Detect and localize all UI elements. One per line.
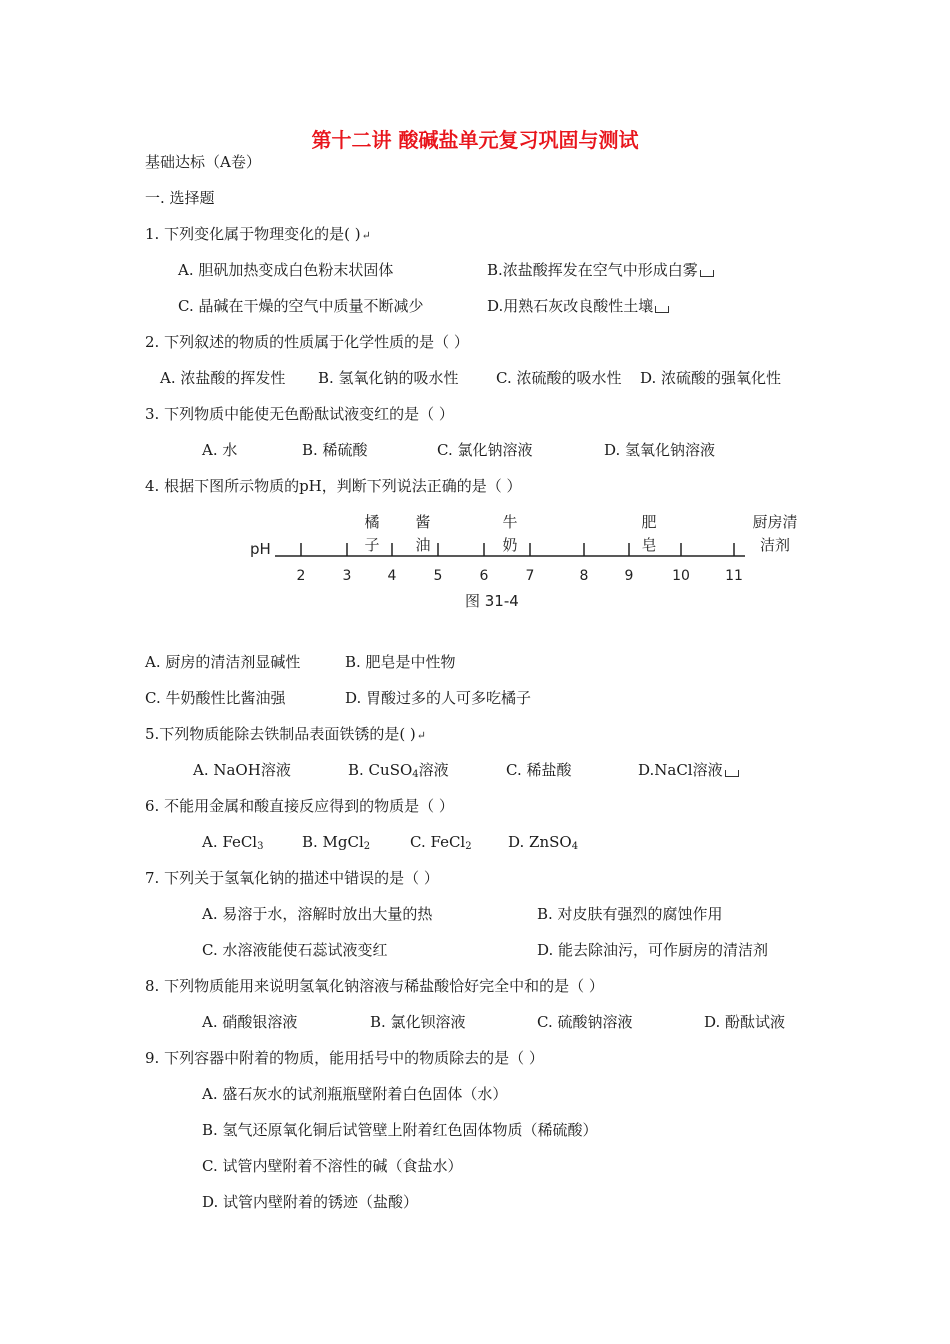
formula-subscript: 4 <box>571 841 579 852</box>
formula-subscript: 2 <box>465 841 472 852</box>
q5-option-b <box>348 760 449 785</box>
ph-tick-labels <box>297 568 743 584</box>
ph-tick-label: 4 <box>387 568 397 584</box>
q5-option-c: C. 稀盐酸 <box>506 761 572 779</box>
space-mark-icon <box>655 306 669 313</box>
q3-option-d: D. 氢氧化钠溶液 <box>604 441 716 459</box>
q9-option-b: B. 氢气还原氧化铜后试管壁上附着红色固体物质（稀硫酸） <box>202 1121 598 1139</box>
q4-option-c: C. 牛奶酸性比酱油强 <box>145 689 286 707</box>
q8-option-d: D. 酚酞试液 <box>704 1013 786 1031</box>
q3-option-b: B. 稀硫酸 <box>302 441 368 459</box>
q7-option-a: A. 易溶于水，溶解时放出大量的热 <box>202 905 433 923</box>
q2-option-b: B. 氢氧化钠的吸水性 <box>318 369 459 387</box>
ph-tick-label: 2 <box>296 568 306 584</box>
ph-axis-label: pH <box>250 540 271 558</box>
formula-subscript: 4 <box>412 769 419 780</box>
substance-label: 酱 <box>415 513 431 531</box>
ph-tick-label: 6 <box>479 568 489 584</box>
formula-text: A. FeCl <box>202 833 258 851</box>
q1-option-c: C. 晶碱在干燥的空气中质量不断减少 <box>178 297 424 315</box>
q3-option-c: C. 氯化钠溶液 <box>437 441 533 459</box>
q8-option-b: B. 氯化钡溶液 <box>370 1013 466 1031</box>
substance-label: 橘 <box>364 513 380 531</box>
q4-option-a: A. 厨房的清洁剂显碱性 <box>145 653 301 671</box>
ph-scale-figure <box>245 505 805 615</box>
ph-tick-label: 10 <box>672 568 690 584</box>
figure-caption: 图 31-4 <box>465 592 519 610</box>
question-5 <box>145 724 426 746</box>
page-title: 第十二讲 酸碱盐单元复习巩固与测试 <box>311 128 639 152</box>
q9-option-d: D. 试管内壁附着的锈迹（盐酸） <box>202 1193 419 1211</box>
ph-tick-label: 11 <box>725 568 743 584</box>
ph-substances <box>364 513 797 554</box>
formula-subscript: 2 <box>363 841 371 852</box>
q8-option-c: C. 硫酸钠溶液 <box>537 1013 633 1031</box>
space-mark-icon <box>725 770 739 777</box>
q6-option-c <box>410 832 472 857</box>
question-3: 3. 下列物质中能使无色酚酞试液变红的是（ ） <box>145 405 454 423</box>
q2-option-d: D. 浓硫酸的强氧化性 <box>640 369 782 387</box>
option-text: D.NaCl溶液 <box>638 761 723 779</box>
question-4: 4. 根据下图所示物质的pH，判断下列说法正确的是（ ） <box>145 477 522 495</box>
formula-subscript: 3 <box>257 841 264 852</box>
formula-text: B. CuSO <box>348 761 413 779</box>
option-text: B.浓盐酸挥发在空气中形成白雾 <box>487 261 698 279</box>
substance-label: 厨房清 <box>752 513 798 531</box>
question-2: 2. 下列叙述的物质的性质属于化学性质的是（ ） <box>145 333 469 351</box>
space-mark-icon <box>700 270 714 277</box>
substance-label: 油 <box>415 536 431 554</box>
q9-option-c: C. 试管内壁附着不溶性的碱（食盐水） <box>202 1157 463 1175</box>
question-7: 7. 下列关于氢氧化钠的描述中错误的是（ ） <box>145 869 439 887</box>
option-text: 溶液 <box>418 761 449 779</box>
ph-tick-label: 7 <box>525 568 535 584</box>
q7-option-c: C. 水溶液能使石蕊试液变红 <box>202 941 388 959</box>
q2-option-c: C. 浓硫酸的吸水性 <box>496 369 622 387</box>
substance-label: 洁剂 <box>759 536 791 554</box>
ph-tick-label: 3 <box>342 568 352 584</box>
question-stem: 1. 下列变化属于物理变化的是( ) <box>145 225 361 243</box>
substance-label: 肥 <box>641 513 657 531</box>
q7-option-d: D. 能去除油污，可作厨房的清洁剂 <box>537 941 769 959</box>
paragraph-mark-icon: ↵ <box>416 729 427 742</box>
substance-label: 牛 <box>502 513 518 531</box>
q3-option-a: A. 水 <box>202 441 238 459</box>
ph-tick-label: 9 <box>624 568 634 584</box>
q5-option-a: A. NaOH溶液 <box>193 761 291 779</box>
substance-label: 子 <box>364 536 380 554</box>
substance-label: 皂 <box>641 536 657 554</box>
q8-option-a: A. 硝酸银溶液 <box>202 1013 298 1031</box>
q1-option-a: A. 胆矾加热变成白色粉末状固体 <box>178 261 394 279</box>
section-heading: 一. 选择题 <box>145 189 215 207</box>
question-6: 6. 不能用金属和酸直接反应得到的物质是（ ） <box>145 797 454 815</box>
question-stem: 5.下列物质能除去铁制品表面铁锈的是( ) <box>145 725 416 743</box>
formula-text: B. MgCl <box>302 833 364 851</box>
q2-option-a: A. 浓盐酸的挥发性 <box>160 369 286 387</box>
q5-option-d <box>638 760 739 780</box>
paragraph-mark-icon: ↵ <box>361 229 371 242</box>
q6-option-d <box>508 832 578 857</box>
option-text: D.用熟石灰改良酸性土壤 <box>487 297 654 315</box>
q6-option-b <box>302 832 370 857</box>
question-9: 9. 下列容器中附着的物质，能用括号中的物质除去的是（ ） <box>145 1049 544 1067</box>
substance-label: 奶 <box>502 536 518 554</box>
q1-option-b <box>487 260 714 280</box>
q4-option-d: D. 胃酸过多的人可多吃橘子 <box>345 689 532 707</box>
q1-option-d <box>487 296 669 316</box>
question-8: 8. 下列物质能用来说明氢氧化钠溶液与稀盐酸恰好完全中和的是（ ） <box>145 977 604 995</box>
subtitle: 基础达标（A卷） <box>145 153 261 171</box>
ph-tick-label: 8 <box>579 568 589 584</box>
formula-text: D. ZnSO <box>508 833 572 851</box>
ph-tick-label: 5 <box>433 568 443 584</box>
q7-option-b: B. 对皮肤有强烈的腐蚀作用 <box>537 905 723 923</box>
question-1 <box>145 224 371 246</box>
q4-option-b: B. 肥皂是中性物 <box>345 653 456 671</box>
formula-text: C. FeCl <box>410 833 466 851</box>
q6-option-a <box>202 832 263 857</box>
q9-option-a: A. 盛石灰水的试剂瓶瓶壁附着白色固体（水） <box>202 1085 508 1103</box>
